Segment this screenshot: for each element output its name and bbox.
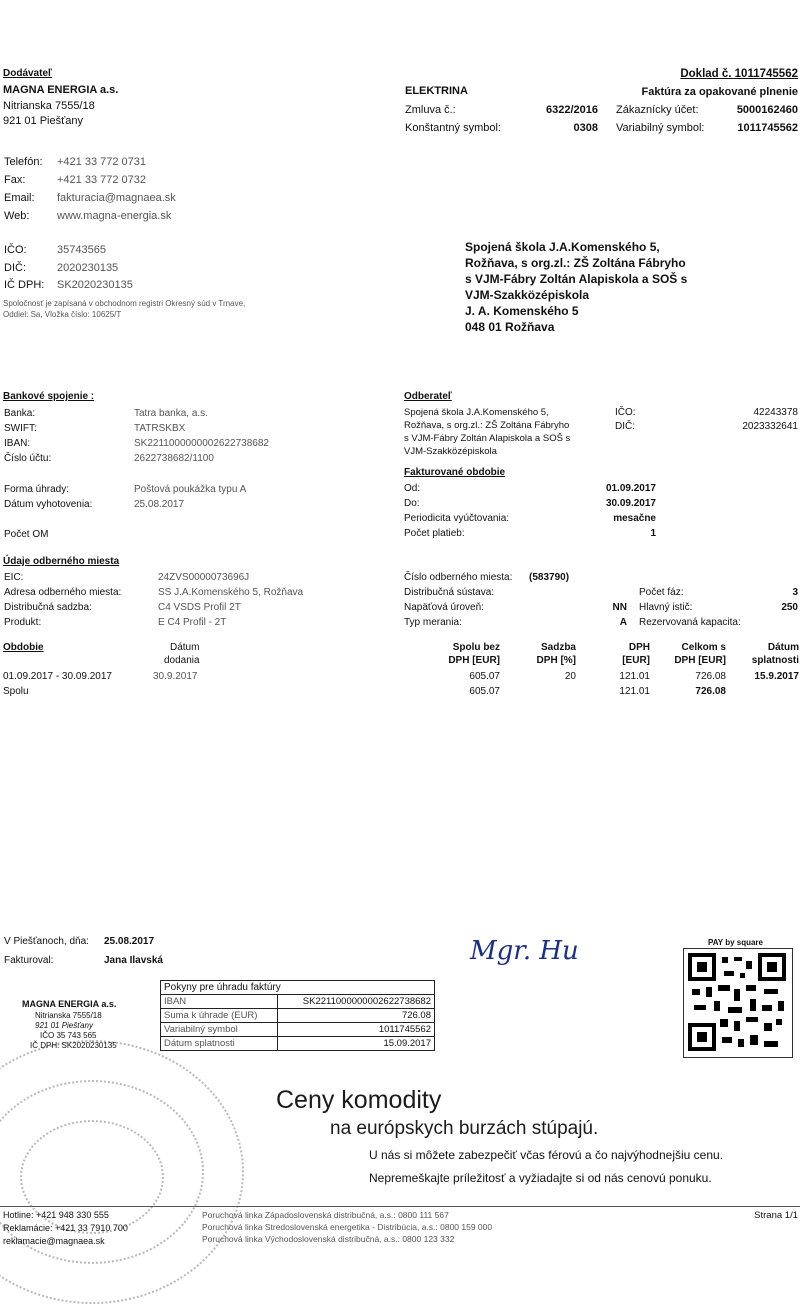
outage-line-1: Poruchová linka Západoslovenská distribučná, a.s.: 0800 111 567 xyxy=(202,1210,449,1220)
ico-value: 35743565 xyxy=(57,244,106,256)
delivery-point-heading: Údaje odberného miesta xyxy=(3,556,120,567)
recipient-line: s VJM-Fábry Zoltán Alapiskola a SOŠ s xyxy=(465,272,688,286)
register-line-1: Spoločnosť je zapísaná v obchodnom registri Okresný súd v Trnave, xyxy=(3,299,246,308)
row-total: 726.08 xyxy=(695,671,726,682)
eic-value: 24ZVS0000073696J xyxy=(158,572,250,583)
periodicity-label: Periodicita vyúčtovania: xyxy=(404,513,510,524)
place-date-value: 25.08.2017 xyxy=(104,936,155,947)
qr-code xyxy=(683,948,793,1058)
pay-due-value: 15.09.2017 xyxy=(277,1037,434,1051)
voltage-value: NN xyxy=(612,602,627,613)
payment-instructions-table xyxy=(160,980,435,1051)
issued-by-value: Jana Ilavská xyxy=(104,955,163,966)
pay-due-label: Dátum splatnosti xyxy=(161,1037,278,1051)
total-excl: 605.07 xyxy=(469,686,500,697)
phone-value: +421 33 772 0731 xyxy=(57,156,147,168)
document-type: ELEKTRINA xyxy=(405,85,468,97)
stamp-street: Nitrianska 7555/18 xyxy=(35,1011,102,1020)
total-total: 726.08 xyxy=(695,686,726,697)
voltage-label: Napäťová úroveň: xyxy=(404,602,484,613)
pay-iban-value: SK2211000000002622738682 xyxy=(277,995,434,1009)
customer-line: Rožňava, s org.zl.: ZŠ Zoltána Fábryho xyxy=(404,420,570,431)
promo-headline: Ceny komodity xyxy=(276,1086,442,1114)
customer-line: VJM-Szakközépiskola xyxy=(404,446,497,457)
customer-line: s VJM-Fábry Zoltán Alapiskola a SOŠ s xyxy=(404,433,571,444)
rate-label: Distribučná sadzba: xyxy=(4,602,92,613)
fax-value: +421 33 772 0732 xyxy=(57,174,147,186)
web-label: Web: xyxy=(4,210,30,222)
metering-label: Typ merania: xyxy=(404,617,462,628)
payment-form-value: Poštová poukážka typu A xyxy=(134,484,247,495)
issued-by-label: Fakturoval: xyxy=(4,955,54,966)
supplier-name: MAGNA ENERGIA a.s. xyxy=(3,84,119,96)
fax-label: Fax: xyxy=(4,174,26,186)
rate-value: C4 VSDS Profil 2T xyxy=(158,602,241,613)
row-vat: 121.01 xyxy=(619,671,650,682)
swift-label: SWIFT: xyxy=(4,423,37,434)
pay-amount-value: 726.08 xyxy=(277,1009,434,1023)
point-no-label: Číslo odberného miesta: xyxy=(404,572,513,583)
main-breaker-label: Hlavný istič: xyxy=(639,602,693,613)
col-total-excl-1: Spolu bez xyxy=(452,642,500,653)
col-due-2: splatnosti xyxy=(751,655,799,666)
pay-by-square-label: PAY by square xyxy=(708,938,763,947)
customer-ico-value: 42243378 xyxy=(753,407,798,418)
pay-vs-label: Variabilný symbol xyxy=(161,1023,278,1037)
address-value: SS J.A.Komenského 5, Rožňava xyxy=(158,587,304,598)
iban-value: SK2211000000002622738682 xyxy=(134,438,269,449)
bank-label: Banka: xyxy=(4,408,36,419)
phases-value: 3 xyxy=(792,587,798,598)
row-due: 15.9.2017 xyxy=(754,671,799,682)
bank-value: Tatra banka, a.s. xyxy=(134,408,208,419)
period-from-value: 01.09.2017 xyxy=(605,483,656,494)
email-link[interactable]: fakturacia@magnaea.sk xyxy=(57,192,176,204)
total-label: Spolu xyxy=(3,686,29,697)
email-label: Email: xyxy=(4,192,35,204)
total-vat: 121.01 xyxy=(619,686,650,697)
product-value: E C4 Profil - 2T xyxy=(158,617,227,628)
promo-subheadline: na európskych burzách stúpajú. xyxy=(330,1118,599,1139)
system-label: Distribučná sústava: xyxy=(404,587,495,598)
recipient-line: VJM-Szakközépiskola xyxy=(465,288,590,302)
customer-heading: Odberateľ xyxy=(404,391,452,402)
row-excl: 605.07 xyxy=(469,671,500,682)
pay-amount-label: Suma k úhrade (EUR) xyxy=(161,1009,278,1023)
payment-instructions-title: Pokyny pre úhradu faktúry xyxy=(161,981,435,995)
dic-value: 2020230135 xyxy=(57,262,119,274)
constant-symbol-value: 0308 xyxy=(573,122,598,134)
period-from-label: Od: xyxy=(404,483,421,494)
complaints: Reklamácie: +421 33 7910 700 xyxy=(3,1223,128,1233)
row-period: 01.09.2017 - 30.09.2017 xyxy=(3,671,112,682)
row-rate: 20 xyxy=(564,671,576,682)
iban-label: IBAN: xyxy=(4,438,31,449)
pay-iban-label: IBAN xyxy=(161,995,278,1009)
recipient-line: Spojená škola J.A.Komenského 5, xyxy=(465,240,660,254)
customer-account-label: Zákaznícky účet: xyxy=(616,104,699,116)
icdph-label: IČ DPH: xyxy=(4,279,45,291)
col-total-2: DPH [EUR] xyxy=(674,655,726,666)
customer-dic-value: 2023332641 xyxy=(742,421,798,432)
billing-period-heading: Fakturované obdobie xyxy=(404,467,506,478)
periodicity-value: mesačne xyxy=(613,513,656,524)
recipient-line: J. A. Komenského 5 xyxy=(465,304,579,318)
col-period: Obdobie xyxy=(3,642,44,653)
col-total-excl-2: DPH [EUR] xyxy=(448,655,500,666)
col-due-1: Dátum xyxy=(767,642,799,653)
constant-symbol-label: Konštantný symbol: xyxy=(405,122,501,134)
footer-divider xyxy=(0,1206,800,1207)
row-delivery: 30.9.2017 xyxy=(153,671,198,682)
customer-account-value: 5000162460 xyxy=(736,104,798,116)
hotline: Hotline: +421 948 330 555 xyxy=(3,1210,109,1220)
eic-label: EIC: xyxy=(4,572,24,583)
bank-heading: Bankové spojenie : xyxy=(3,391,95,402)
dic-label: DIČ: xyxy=(4,262,26,274)
document-subtitle: Faktúra za opakované plnenie xyxy=(641,86,798,98)
ico-label: IČO: xyxy=(4,244,27,256)
reserved-label: Rezervovaná kapacita: xyxy=(639,617,741,628)
account-label: Číslo účtu: xyxy=(4,453,52,464)
customer-ico-label: IČO: xyxy=(615,407,636,418)
point-no-value: (583790) xyxy=(529,572,570,583)
qr-pattern xyxy=(684,949,790,1055)
metering-value: A xyxy=(619,617,627,628)
payments-value: 1 xyxy=(650,528,656,539)
col-total-1: Celkom s xyxy=(681,642,726,653)
outage-line-2: Poruchová linka Stredoslovenská energetika - Distribúcia, a.s.: 0800 159 000 xyxy=(202,1222,493,1232)
payment-form-label: Forma úhrady: xyxy=(4,484,70,495)
issue-date-value: 25.08.2017 xyxy=(134,499,185,510)
promo-line-4: Nepremeškajte príležitosť a vyžiadajte si od nás cenovú ponuku. xyxy=(369,1171,712,1185)
register-line-2: Oddiel: Sa, Vložka číslo: 10625/T xyxy=(3,310,122,319)
col-delivery-1: Dátum xyxy=(170,642,200,653)
variable-symbol-value: 1011745562 xyxy=(737,122,798,134)
icdph-value: SK2020230135 xyxy=(57,279,133,291)
outage-line-3: Poruchová linka Východoslovenská distribučná, a.s.: 0800 123 332 xyxy=(202,1234,455,1244)
col-vat-1: DPH xyxy=(628,642,650,653)
product-label: Produkt: xyxy=(4,617,42,628)
complaints-email[interactable]: reklamacie@magnaea.sk xyxy=(3,1236,105,1246)
col-rate-2: DPH [%] xyxy=(536,655,576,666)
supplier-city: 921 01 Piešťany xyxy=(3,115,83,127)
recipient-line: 048 01 Rožňava xyxy=(465,320,555,334)
signature: Mgr. Hu xyxy=(470,936,579,966)
stamp-ico: IČO 35 743 565 xyxy=(40,1031,97,1040)
customer-dic-label: DIČ: xyxy=(615,421,635,432)
col-delivery-2: dodania xyxy=(164,655,200,666)
phases-label: Počet fáz: xyxy=(639,587,684,598)
web-link[interactable]: www.magna-energia.sk xyxy=(57,210,172,222)
swift-value: TATRSKBX xyxy=(134,423,186,434)
phone-label: Telefón: xyxy=(4,156,43,168)
document-title: Doklad č. 1011745562 xyxy=(680,68,798,80)
payments-label: Počet platieb: xyxy=(404,528,465,539)
period-to-label: Do: xyxy=(404,498,420,509)
contract-value: 6322/2016 xyxy=(546,104,598,116)
period-to-value: 30.09.2017 xyxy=(605,498,656,509)
issue-date-label: Dátum vyhotovenia: xyxy=(4,499,93,510)
contract-label: Zmluva č.: xyxy=(405,104,456,116)
main-breaker-value: 250 xyxy=(781,602,798,613)
stamp-name: MAGNA ENERGIA a.s. xyxy=(22,999,117,1009)
pay-vs-value: 1011745562 xyxy=(277,1023,434,1037)
stamp-city: 921 01 Piešťany xyxy=(35,1021,93,1030)
om-count-label: Počet OM xyxy=(4,529,49,540)
supplier-heading: Dodávateľ xyxy=(3,68,52,79)
customer-line: Spojená škola J.A.Komenského 5, xyxy=(404,407,549,418)
variable-symbol-label: Variabilný symbol: xyxy=(616,122,705,134)
col-vat-2: [EUR] xyxy=(622,655,650,666)
place-date-label: V Piešťanoch, dňa: xyxy=(4,936,89,947)
recipient-line: Rožňava, s org.zl.: ZŠ Zoltána Fábryho xyxy=(465,256,686,270)
supplier-street: Nitrianska 7555/18 xyxy=(3,100,95,112)
promo-line-3: U nás si môžete zabezpečiť včas férovú a čo najvýhodnejšiu cenu. xyxy=(369,1148,724,1162)
stamp-dic: IČ DPH: SK2020230135 xyxy=(30,1041,117,1050)
page-number: Strana 1/1 xyxy=(754,1210,798,1221)
account-value: 2622738682/1100 xyxy=(134,453,214,464)
address-label: Adresa odberného miesta: xyxy=(4,587,122,598)
col-rate-1: Sadzba xyxy=(540,642,576,653)
